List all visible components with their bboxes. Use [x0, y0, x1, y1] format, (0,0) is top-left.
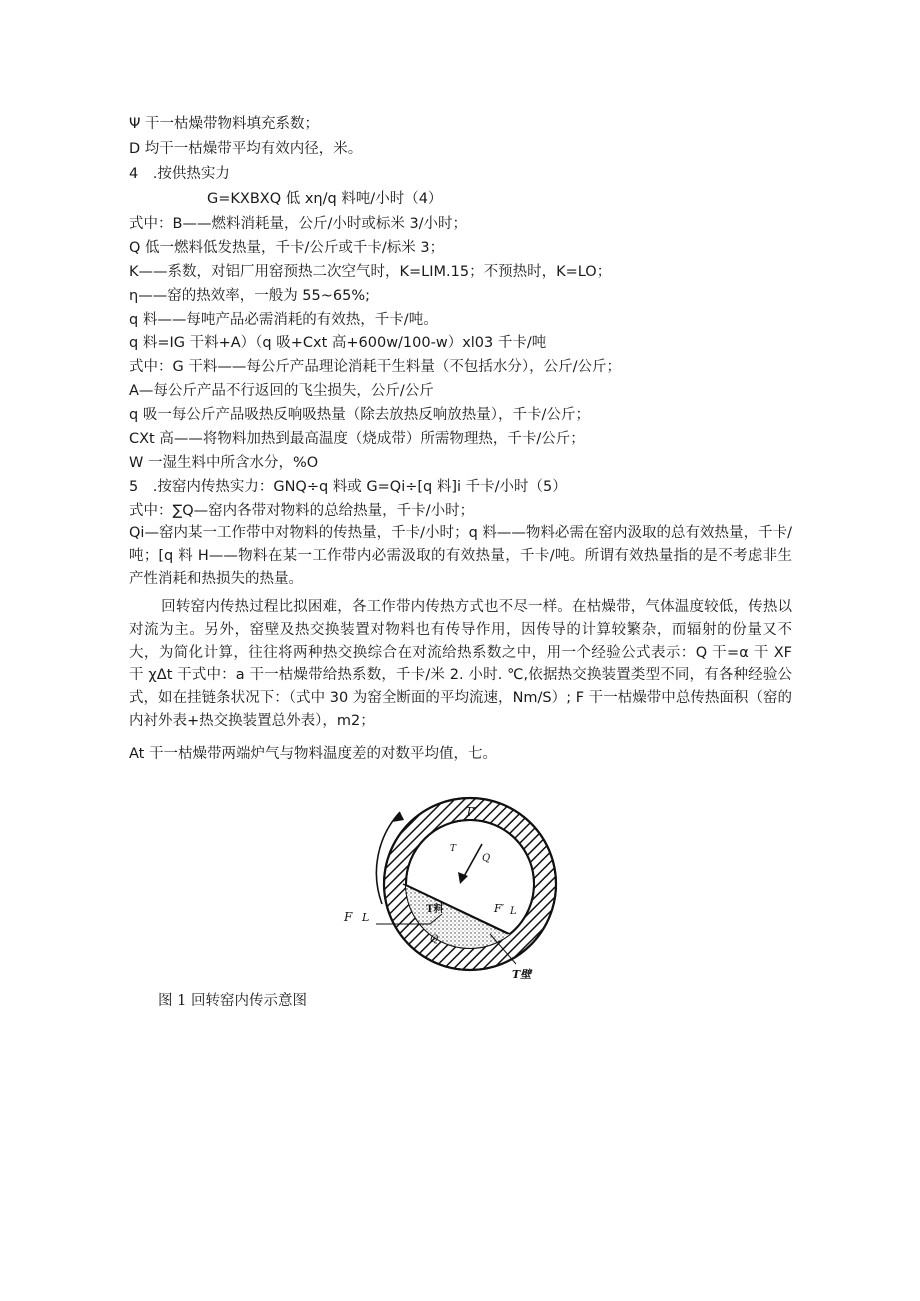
formula-line: G=KXBXQ 低 xη∕q 料吨/小时（4）	[207, 191, 443, 207]
paragraph-qi	[129, 522, 792, 590]
text-line: q 吸一每公斤产品吸热反响吸热量（除去放热反响放热量），千卡/公斤；	[129, 407, 590, 423]
label-t-wall: T壁	[512, 968, 532, 981]
label-t-top: T′	[465, 805, 476, 819]
text-line: CXt 高——将物料加热到最高温度（烧成带）所需物理热，千卡/公斤；	[129, 431, 585, 447]
text-line: W 一湿生料中所含水分，%O	[129, 455, 319, 471]
label-l-material: L	[510, 906, 517, 917]
paragraph-text: 回转窑内传热过程比拟困难，各工作带内传热方式也不尽一样。在枯燥带，气体温度较低，传热以对流为主。另外，窑壁及热交换装置对物料也有传导作用，因传导的计算较繁杂，而辐射的份量又不大，为简化计算，往往将两种热交换综合在对流给热系数之中，用一个经验公式表示：Q 干=α 干 XF 干 χΔt 干式中：a 干一枯燥带给热系数，千卡/米 2. 小时. ℃,依据热交换装置类型不同，有各种经验公式，如在挂链条状况下：（式中 30 为窑全断面的平均流速，Nm/S）; F 干一枯燥带中总传热面积（窑的内衬外表+热交换装置总外表），m2；	[129, 599, 792, 729]
paragraph-heat-transfer	[129, 596, 792, 733]
label-t-gas: T	[450, 844, 457, 854]
text-line: 式中：G 干料——每公斤产品理论消耗干生料量（不包括水分），公斤/公斤；	[129, 359, 621, 375]
label-q-gas: Q	[482, 853, 491, 864]
text-line: 式中：∑Q—窑内各带对物料的总给热量，千卡/小时；	[129, 503, 475, 519]
kiln-cross-section-figure	[344, 784, 555, 984]
formula-line: q 料=IG 干料+A）（q 吸+Cxt 高+600w∕100-w）xl03 千卡/吨	[129, 335, 547, 351]
label-f-left: F	[344, 910, 353, 924]
text-line: η——窑的热效率，一般为 55~65%;	[129, 288, 371, 304]
label-l-left: L	[362, 911, 370, 924]
text-line: Q 低一燃料低发热量，千卡/公斤或千卡/标米 3；	[129, 240, 445, 256]
text-line: 式中：B——燃料消耗量，公斤/小时或标米 3/小时；	[129, 216, 468, 232]
text-line: Ψ 干一枯燥带物料填充系数；	[129, 116, 320, 132]
text-line: A—每公斤产品不行返回的飞尘损失，公斤/公斤	[129, 383, 434, 399]
text-line: K——系数，对铝厂用窑预热二次空气时，K=LIM.15；不预热时，K=LO；	[129, 264, 612, 280]
text-line: 5 .按窑内传热实力：GNQ÷q 料或 G=Qi÷[q 料]i 千卡/小时（5）	[129, 479, 567, 495]
label-t-material: T料	[426, 904, 444, 915]
text-line: 4 .按供热实力	[129, 166, 230, 182]
label-q-left: Q	[430, 934, 439, 945]
paragraph-text: Qi—窑内某一工作带中对物料的传热量，千卡/小时；q 料——物料必需在窑内汲取的总有效热量，千卡/吨；[q 料 H——物料在某一工作带内必需汲取的有效热量，千卡/吨。所谓有效热量指的是不考虑非生产性消耗和热损失的热量。	[129, 525, 792, 587]
text-line: q 料——每吨产品必需消耗的有效热，千卡/吨。	[129, 312, 438, 328]
figure-caption: 图 1 回转窑内传示意图	[158, 993, 307, 1009]
text-line: At 干一枯燥带两端炉气与物料温度差的对数平均值，七。	[129, 746, 497, 762]
text-line: D 均干一枯燥带平均有效内径，米。	[129, 141, 363, 157]
label-f-material: F′	[494, 902, 505, 915]
